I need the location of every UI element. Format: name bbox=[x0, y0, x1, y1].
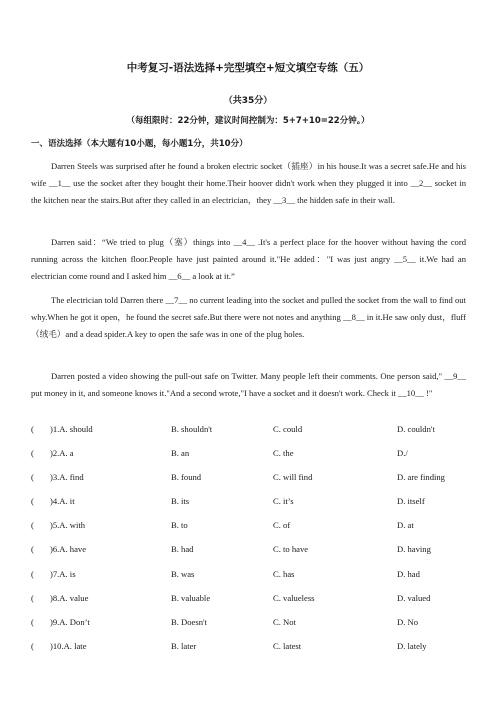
answer-blank: ( bbox=[31, 424, 34, 434]
answer-blank: ( bbox=[31, 592, 34, 603]
option-a: )2.A. a bbox=[50, 448, 74, 459]
question-row bbox=[31, 472, 471, 496]
option-d: D. at bbox=[397, 520, 414, 531]
option-a: )6.A. have bbox=[50, 544, 87, 555]
option-c: C. latest bbox=[273, 640, 302, 651]
answer-blank: ( bbox=[31, 544, 34, 555]
option-c: C. the bbox=[273, 448, 294, 459]
option-c: C. to have bbox=[273, 544, 309, 555]
option-a: )7.A. is bbox=[50, 568, 76, 579]
passage-paragraph-1: Darren Steels was surprised after he found a broken electric socket（插座）in his house.It was a secret safe.He and his wife __1__ use the socket after they bought their home.Their hoover didn't work when they plugged it into __2__ socket in the kitchen near the stairs.But after they called in an electrician，they __3__ the hidden safe in their wall. bbox=[31, 161, 466, 205]
option-b: B. found bbox=[171, 472, 202, 483]
option-c: C. will find bbox=[273, 472, 313, 483]
question-list bbox=[31, 424, 471, 665]
question-row bbox=[31, 496, 471, 520]
option-d: D. had bbox=[397, 568, 420, 579]
question-row bbox=[31, 617, 471, 641]
passage-paragraph-2: Darren said：“We tried to plug（塞）things into __4__ .It's a perfect place for the hoover without having the cord running across the kitchen floor.People have just painted around it."He added："I was just angry __5__ it.We had an electrician come round and I asked him __6__ a look at it.” bbox=[31, 237, 466, 281]
option-d: D. couldn't bbox=[397, 424, 435, 434]
section-heading: 一、语法选择（本大题有10小题，每小题1分，共10分） bbox=[31, 139, 248, 149]
option-b: B. had bbox=[171, 544, 194, 555]
option-a: )3.A. find bbox=[50, 472, 84, 483]
option-b: B. Doesn't bbox=[171, 616, 207, 627]
option-b: B. its bbox=[171, 496, 190, 507]
question-row bbox=[31, 544, 471, 568]
passage-paragraph-3: The electrician told Darren there __7__ no current leading into the socket and pulled the socket from the wall to find out why.When he got it open，he found the secret safe.But there were not notes and anything __8__ in it.He saw only dust，fluff（绒毛）and a dead spider.A key to open the safe was in one of the plug holes. bbox=[31, 295, 466, 339]
option-b: B. valuable bbox=[171, 592, 211, 603]
time-limit: （每组限时：22分钟，建议时间控制为：5+7+10=22分钟。） bbox=[126, 116, 370, 126]
question-row bbox=[31, 424, 471, 448]
answer-blank: ( bbox=[31, 640, 34, 651]
option-c: C. it’s bbox=[273, 496, 294, 507]
question-row bbox=[31, 641, 471, 665]
option-b: B. later bbox=[171, 640, 197, 651]
option-a: )4.A. it bbox=[50, 496, 75, 507]
option-c: C. could bbox=[273, 424, 303, 434]
question-row bbox=[31, 448, 471, 472]
option-b: B. to bbox=[171, 520, 188, 531]
question-row bbox=[31, 520, 471, 544]
option-c: C. has bbox=[273, 568, 295, 579]
page-title: 中考复习-语法选择+完型填空+短文填空专练（五） bbox=[126, 62, 370, 74]
option-c: C. Not bbox=[273, 616, 296, 627]
answer-blank: ( bbox=[31, 616, 34, 627]
option-d: D. itself bbox=[397, 496, 425, 507]
option-b: B. shouldn't bbox=[171, 424, 213, 434]
option-d: D. having bbox=[397, 544, 431, 555]
option-b: B. an bbox=[171, 448, 190, 459]
option-b: B. was bbox=[171, 568, 195, 579]
answer-blank: ( bbox=[31, 496, 34, 507]
option-d: D. valued bbox=[397, 592, 431, 603]
option-a: )5.A. with bbox=[50, 520, 86, 531]
option-a: )8.A. value bbox=[50, 592, 89, 603]
option-d: D. lately bbox=[397, 640, 427, 651]
option-d: D./ bbox=[397, 448, 408, 459]
passage-paragraph-4: Darren posted a video showing the pull-out safe on Twitter. Many people left their comments. One person said," __9__ put money in it, and someone knows it."And a second wrote,"I have a socket and it doesn't work. Check it __10__ !" bbox=[31, 371, 466, 398]
question-row bbox=[31, 593, 471, 617]
question-row bbox=[31, 569, 471, 593]
option-a: )10.A. late bbox=[50, 640, 87, 651]
answer-blank: ( bbox=[31, 568, 34, 579]
option-c: C. valueless bbox=[273, 592, 315, 603]
total-points: （共35分） bbox=[223, 96, 273, 106]
option-a: )1.A. should bbox=[50, 424, 93, 434]
answer-blank: ( bbox=[31, 472, 34, 483]
option-a: )9.A. Don’t bbox=[50, 616, 90, 627]
option-d: D. are finding bbox=[397, 472, 445, 483]
option-c: C. of bbox=[273, 520, 291, 531]
option-d: D. No bbox=[397, 616, 419, 627]
answer-blank: ( bbox=[31, 520, 34, 531]
answer-blank: ( bbox=[31, 448, 34, 459]
